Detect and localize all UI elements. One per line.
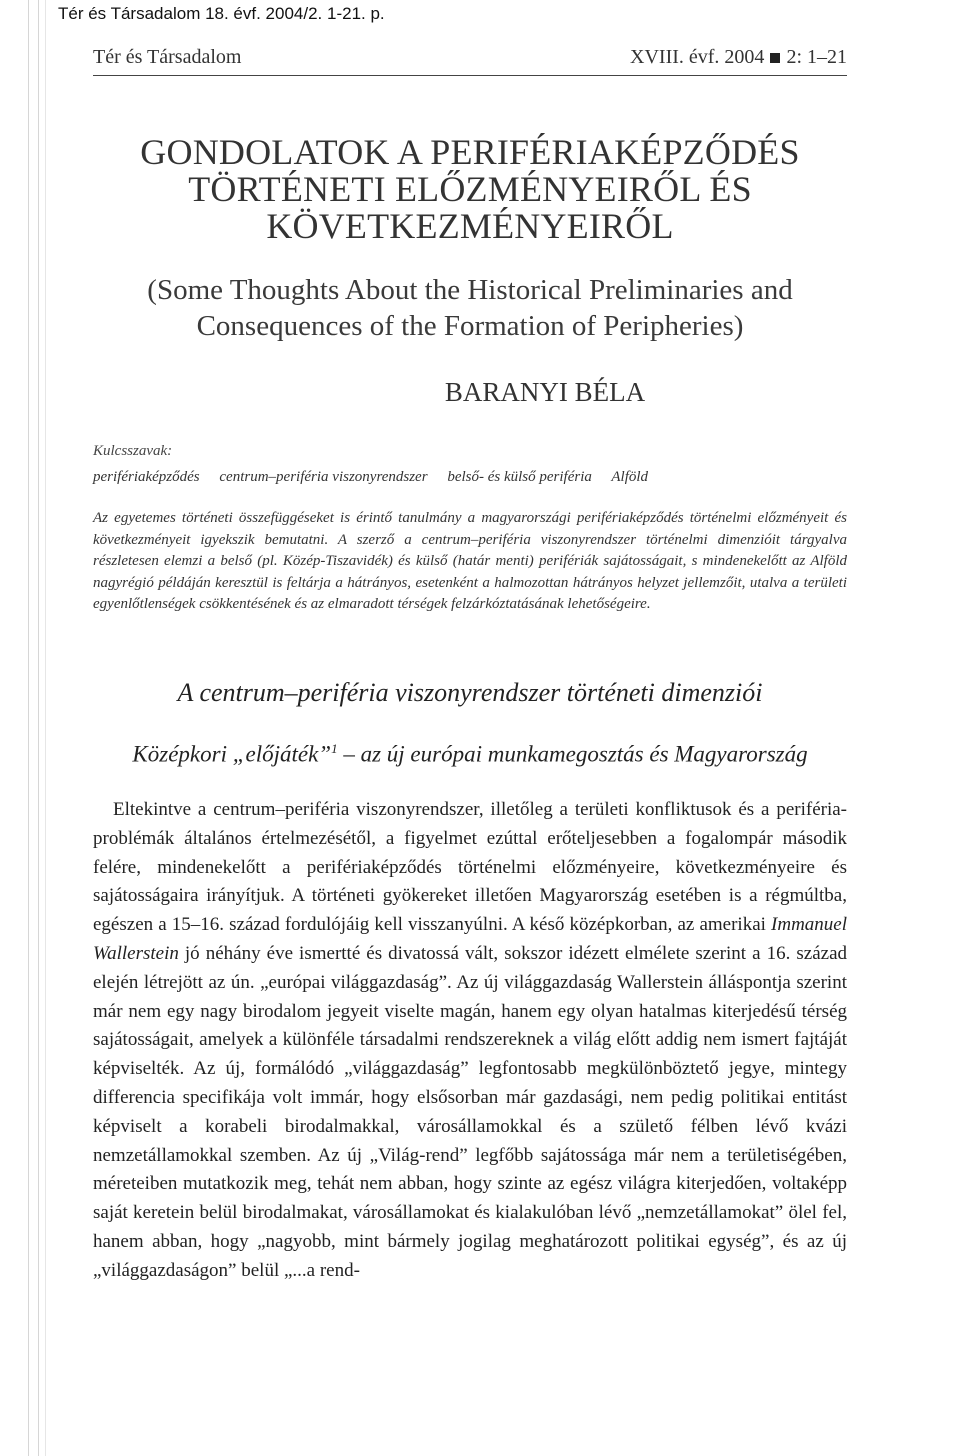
volume-year: XVIII. évf. 2004 (630, 46, 765, 68)
title-line: GONDOLATOK A PERIFÉRIAKÉPZŐDÉS (140, 132, 800, 172)
keyword: perifériaképződés (93, 469, 200, 485)
body-text-part: jó néhány éve ismertté és divatossá vált, sokszor idézett elmélete szerint a 16. század elején létrejött az ún. „európai világgazdaság”. Az új világgazdaság Wallerstein álláspontja szerint már nem egy nagy birodalom jegyeit viselte magán, hanem egy olyan hatalmas kiterjedésű térség sajátosságait, amelyek a különféle társadalmi rendszereknek a világ előtt addig nem ismert fajtáját képviselték. Az új, formálódó „világgazdaság” legfontosabb megkülönböztető jegye, mintegy differencia specifikája volt immár, hogy elsősorban már gazdasági, nem pedig politikai entitást képviselt a korabeli birodalmakkal, városállamokkal és a születő félben lévő kvázi nemzetállamokkal szemben. Az új „Világ-rend” legfőbb sajátossága már nem a területiségében, méreteiben mutatkozik meg, tehát nem abban, hogy szinte az egész világra kiterjedően, voltaképp saját keretein belül birodalmakat, városállamokat és kialakulóban lévő „nemzetállamokat” ölel fel, hanem abban, hogy „nagyobb, mint bármely jogilag meghatározott politikai egység”, és az új „világgazdaságon” belül „...a rend- (93, 942, 847, 1281)
scan-margin-line (28, 0, 29, 1456)
sub-heading (93, 741, 847, 768)
keyword: belső- és külső periféria (447, 469, 592, 485)
author-name: BARANYI BÉLA (444, 377, 646, 407)
title-line: KÖVETKEZMÉNYEIRŐL (266, 206, 674, 246)
abstract: Az egyetemes történeti összefüggéseket is érintő tanulmány a magyarországi perifériaképződés történelmi előzményeit és következményeit igyekszik bemutatni. A szerző a centrum–periféria viszonyrendszer történelmi dimenzióit tárgyalva részletesen elemzi a belső (pl. Közép-Tiszavidék) és külső (határ menti) perifériák sajátosságait, s mindenekelőtt az Alföld nagyrégió példáján keresztül is feltárja a hátrányos, esetenként a halmozottan hátrányos helyzet jellemzőit, utalva a területi egyenlőtlenségek csökkentésének és az elmaradott térségek felzárkóztatásának lehetőségeire. (93, 510, 847, 612)
title-line: TÖRTÉNETI ELŐZMÉNYEIRŐL ÉS (188, 169, 752, 209)
body-paragraph (93, 796, 847, 1286)
journal-name: Tér és Társadalom (93, 46, 242, 68)
body-text-part: Eltekintve a centrum–periféria viszonyrendszer, illetőleg a területi konfliktusok és a periféria-problémák általános értelmezésétől, a figyelmet ezúttal erőteljesebben a fogalompár második felére, mindenekelőtt a perifériaképződés történelmi előzményeire, következményeire és sajátosságaira irányítjuk. A történeti gyökereket illetően Magyarország esetében is a régmúltba, egészen a 15–16. század fordulójáig kell visszanyúlni. A késő középkorban, az amerikai (93, 799, 847, 936)
subtitle-line: (Some Thoughts About the Historical Preliminaries and (147, 274, 793, 306)
author-reference: Immanuel Wallerstein (93, 914, 847, 964)
keyword: Alföld (611, 469, 649, 485)
citation-header: Tér és Társadalom 18. évf. 2004/2. 1-21. p. (58, 4, 385, 23)
square-bullet-icon (770, 53, 780, 63)
sub-heading-text: – az új európai munkamegosztás és Magyarország (337, 741, 808, 767)
keywords-list (93, 469, 664, 486)
volume-info (630, 46, 847, 69)
english-subtitle (93, 272, 847, 344)
sub-heading-text: Középkori „előjáték” (132, 741, 332, 767)
issue-pages: 2: 1–21 (786, 46, 847, 68)
scan-margin-line (45, 0, 46, 1456)
footnote-marker: 1 (331, 741, 338, 756)
keywords-label: Kulcsszavak: (93, 443, 173, 459)
running-head (93, 46, 847, 76)
subtitle-line: Consequences of the Formation of Peripheries) (196, 310, 744, 342)
article-title (93, 134, 847, 245)
scan-margin-line (38, 0, 39, 1456)
keyword: centrum–periféria viszonyrendszer (219, 469, 428, 485)
section-heading: A centrum–periféria viszonyrendszer történeti dimenziói (177, 678, 763, 707)
